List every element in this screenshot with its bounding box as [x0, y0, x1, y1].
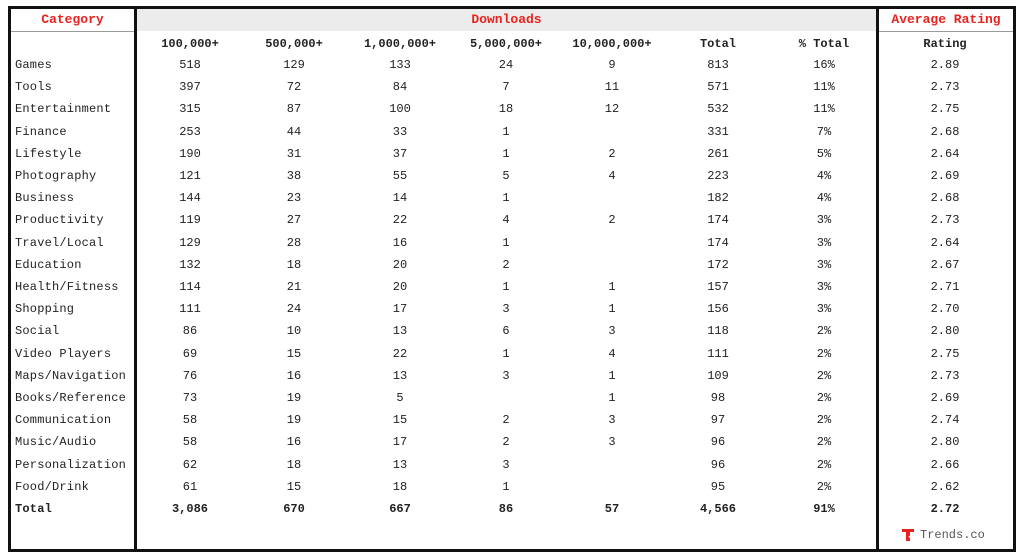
value-cell: 10 — [286, 324, 302, 339]
value-cell: 2 — [502, 413, 510, 428]
value-cell: 76 — [182, 368, 198, 383]
value-cell: 100 — [389, 102, 411, 117]
rating-cell: 2.67 — [930, 257, 960, 272]
rating-column-header: Rating — [923, 37, 967, 51]
value-cell: 1 — [502, 479, 510, 494]
value-cell: 156 — [707, 302, 729, 317]
value-cell: 17 — [392, 435, 408, 450]
category-cell: Lifestyle — [15, 146, 82, 161]
value-cell: 4 — [608, 346, 616, 361]
value-cell — [562, 478, 662, 496]
value-cell: 157 — [707, 280, 729, 294]
rating-cell: 2.73 — [930, 368, 960, 383]
value-cell: 261 — [707, 146, 729, 161]
header-divider — [11, 31, 134, 32]
category-cell: Games — [15, 58, 53, 72]
value-cell: 14 — [392, 191, 408, 206]
value-cell: 1 — [502, 146, 510, 161]
value-cell: 16 — [392, 235, 408, 250]
value-cell: 96 — [710, 435, 726, 450]
rating-cell: 2.64 — [930, 235, 960, 250]
value-cell: 132 — [179, 257, 201, 272]
value-cell: 144 — [179, 191, 201, 206]
value-cell: 2% — [816, 435, 832, 450]
category-cell: Music/Audio — [15, 435, 97, 450]
total-value-cell: 4,566 — [699, 502, 736, 516]
category-cell: Shopping — [15, 302, 75, 317]
trends-logo — [900, 525, 985, 545]
value-cell: 16% — [813, 58, 835, 72]
average-rating-header: Average Rating — [891, 12, 1001, 27]
value-cell: 3 — [502, 368, 510, 383]
value-cell: 4% — [816, 169, 832, 183]
value-cell: 18 — [498, 102, 514, 117]
value-cell: 3% — [816, 235, 832, 250]
rating-cell: 2.71 — [930, 280, 960, 294]
value-cell: 58 — [182, 435, 198, 450]
category-cell: Education — [15, 257, 82, 272]
value-cell: 2% — [816, 368, 832, 383]
value-cell: 813 — [707, 58, 729, 72]
value-cell: 174 — [707, 235, 729, 250]
value-cell: 129 — [283, 58, 305, 72]
value-cell: 1 — [502, 346, 510, 361]
value-cell: 96 — [710, 457, 726, 472]
value-cell: 73 — [182, 391, 198, 405]
value-cell: 87 — [286, 102, 302, 117]
rating-cell: 2.68 — [930, 191, 960, 206]
value-cell: 3% — [816, 213, 832, 228]
value-cell: 7 — [502, 80, 510, 95]
value-cell: 72 — [286, 80, 302, 95]
category-cell: Tools — [15, 80, 53, 95]
column-header: Total — [699, 37, 736, 51]
trends-logo-text: Trends.co — [920, 528, 985, 542]
value-cell: 2% — [816, 479, 832, 494]
trends-logo-icon — [900, 527, 916, 543]
category-cell: Communication — [15, 413, 112, 428]
value-cell: 111 — [179, 302, 201, 317]
value-cell: 95 — [710, 479, 726, 494]
value-cell: 4 — [608, 169, 616, 183]
value-cell: 4 — [502, 213, 510, 228]
total-label: Total — [15, 502, 53, 516]
value-cell: 190 — [179, 146, 201, 161]
value-cell: 6 — [502, 324, 510, 339]
header-divider — [879, 31, 1013, 32]
value-cell: 20 — [392, 280, 408, 294]
value-cell: 315 — [179, 102, 201, 117]
value-cell: 38 — [286, 169, 302, 183]
value-cell: 1 — [608, 368, 616, 383]
value-cell: 33 — [392, 124, 408, 139]
rating-cell: 2.69 — [930, 169, 960, 183]
value-cell: 44 — [286, 124, 302, 139]
rating-cell: 2.73 — [930, 80, 960, 95]
rating-cell: 2.62 — [930, 479, 960, 494]
value-cell: 133 — [389, 58, 411, 72]
category-cell: Personalization — [15, 457, 127, 472]
value-cell: 331 — [707, 124, 729, 139]
category-cell: Finance — [15, 124, 67, 139]
value-cell: 4% — [816, 191, 832, 206]
value-cell: 119 — [179, 213, 201, 228]
value-cell: 2 — [608, 146, 616, 161]
column-header: % Total — [798, 37, 850, 51]
rating-cell: 2.80 — [930, 435, 960, 450]
rating-cell: 2.75 — [930, 346, 960, 361]
category-cell: Food/Drink — [15, 479, 90, 494]
value-cell: 1 — [502, 280, 510, 294]
value-cell: 3 — [502, 302, 510, 317]
category-cell: Travel/Local — [15, 235, 104, 250]
value-cell: 23 — [286, 191, 302, 206]
total-value-cell: 3,086 — [171, 502, 208, 516]
value-cell: 98 — [710, 391, 726, 405]
value-cell: 518 — [179, 58, 201, 72]
category-cell: Maps/Navigation — [15, 368, 127, 383]
rating-cell: 2.89 — [930, 58, 960, 72]
value-cell: 5% — [816, 146, 832, 161]
value-cell: 55 — [392, 169, 408, 183]
value-cell: 16 — [286, 435, 302, 450]
value-cell: 15 — [392, 413, 408, 428]
value-cell: 2% — [816, 413, 832, 428]
value-cell: 24 — [498, 58, 514, 72]
category-cell: Books/Reference — [15, 391, 127, 405]
value-cell: 182 — [707, 191, 729, 206]
value-cell: 69 — [182, 346, 198, 361]
total-value-cell: 86 — [498, 502, 514, 516]
value-cell: 172 — [707, 257, 729, 272]
value-cell: 18 — [286, 457, 302, 472]
category-cell: Video Players — [15, 346, 112, 361]
category-header: Category — [41, 12, 104, 27]
rating-cell: 2.70 — [930, 302, 960, 317]
value-cell: 21 — [286, 280, 302, 294]
rating-cell: 2.73 — [930, 213, 960, 228]
value-cell: 3% — [816, 280, 832, 294]
value-cell: 2 — [502, 257, 510, 272]
value-cell: 111 — [707, 346, 729, 361]
value-cell — [562, 234, 662, 252]
value-cell: 2% — [816, 346, 832, 361]
value-cell: 9 — [608, 58, 616, 72]
value-cell — [562, 123, 662, 141]
value-cell: 86 — [182, 324, 198, 339]
total-value-cell: 670 — [283, 502, 305, 516]
value-cell: 31 — [286, 146, 302, 161]
value-cell: 2 — [502, 435, 510, 450]
value-cell: 22 — [392, 213, 408, 228]
value-cell: 11% — [813, 102, 835, 117]
column-header: 10,000,000+ — [572, 37, 652, 51]
category-cell: Business — [15, 191, 75, 206]
value-cell: 28 — [286, 235, 302, 250]
value-cell: 3 — [608, 324, 616, 339]
value-cell: 97 — [710, 413, 726, 428]
value-cell: 15 — [286, 479, 302, 494]
downloads-header: Downloads — [137, 9, 876, 31]
value-cell: 22 — [392, 346, 408, 361]
rating-cell: 2.74 — [930, 413, 960, 428]
value-cell: 3 — [608, 435, 616, 450]
value-cell: 1 — [608, 391, 616, 405]
category-cell: Photography — [15, 169, 97, 183]
value-cell: 223 — [707, 169, 729, 183]
value-cell: 109 — [707, 368, 729, 383]
value-cell: 1 — [502, 235, 510, 250]
rating-cell: 2.66 — [930, 457, 960, 472]
value-cell: 5 — [502, 169, 510, 183]
value-cell: 532 — [707, 102, 729, 117]
value-cell: 13 — [392, 368, 408, 383]
total-value-cell: 91% — [813, 502, 835, 516]
rating-cell: 2.64 — [930, 146, 960, 161]
value-cell: 174 — [707, 213, 729, 228]
value-cell: 11 — [604, 80, 620, 95]
value-cell: 18 — [286, 257, 302, 272]
category-cell: Productivity — [15, 213, 104, 228]
value-cell: 3% — [816, 302, 832, 317]
value-cell: 1 — [608, 280, 616, 294]
category-cell: Social — [15, 324, 60, 339]
value-cell: 3 — [502, 457, 510, 472]
value-cell: 13 — [392, 457, 408, 472]
value-cell: 24 — [286, 302, 302, 317]
value-cell: 3% — [816, 257, 832, 272]
value-cell: 19 — [286, 413, 302, 428]
value-cell: 397 — [179, 80, 201, 95]
value-cell: 571 — [707, 80, 729, 95]
value-cell: 15 — [286, 346, 302, 361]
value-cell — [562, 456, 662, 474]
value-cell — [456, 389, 556, 407]
value-cell: 253 — [179, 124, 201, 139]
value-cell: 1 — [502, 191, 510, 206]
value-cell: 1 — [502, 124, 510, 139]
value-cell: 5 — [396, 391, 404, 405]
value-cell: 3 — [608, 413, 616, 428]
category-cell: Entertainment — [15, 102, 112, 117]
value-cell: 121 — [179, 169, 201, 183]
rating-cell: 2.68 — [930, 124, 960, 139]
value-cell: 20 — [392, 257, 408, 272]
value-cell — [562, 256, 662, 274]
value-cell: 2% — [816, 457, 832, 472]
value-cell: 129 — [179, 235, 201, 250]
column-header: 500,000+ — [265, 37, 323, 51]
value-cell: 37 — [392, 146, 408, 161]
value-cell: 16 — [286, 368, 302, 383]
value-cell: 17 — [392, 302, 408, 317]
column-header: 100,000+ — [161, 37, 219, 51]
value-cell — [562, 189, 662, 207]
value-cell: 2% — [816, 324, 832, 339]
column-header: 1,000,000+ — [363, 37, 436, 51]
value-cell: 114 — [179, 280, 201, 294]
value-cell: 18 — [392, 479, 408, 494]
rating-cell: 2.69 — [930, 391, 960, 405]
value-cell: 61 — [182, 479, 198, 494]
value-cell: 2 — [608, 213, 616, 228]
value-cell: 27 — [286, 213, 302, 228]
total-value-cell: 57 — [604, 502, 620, 516]
value-cell: 2% — [816, 391, 832, 405]
value-cell: 11% — [813, 80, 835, 95]
rating-cell: 2.80 — [930, 324, 960, 339]
value-cell: 84 — [392, 80, 408, 95]
value-cell: 7% — [816, 124, 832, 139]
value-cell: 1 — [608, 302, 616, 317]
rating-cell: 2.75 — [930, 102, 960, 117]
value-cell: 13 — [392, 324, 408, 339]
column-header: 5,000,000+ — [469, 37, 542, 51]
value-cell: 118 — [707, 324, 729, 339]
total-value-cell: 667 — [389, 502, 411, 516]
total-rating-cell: 2.72 — [930, 502, 960, 516]
value-cell: 58 — [182, 413, 198, 428]
value-cell: 62 — [182, 457, 198, 472]
value-cell: 12 — [604, 102, 620, 117]
category-cell: Health/Fitness — [15, 280, 119, 294]
value-cell: 19 — [286, 391, 302, 405]
